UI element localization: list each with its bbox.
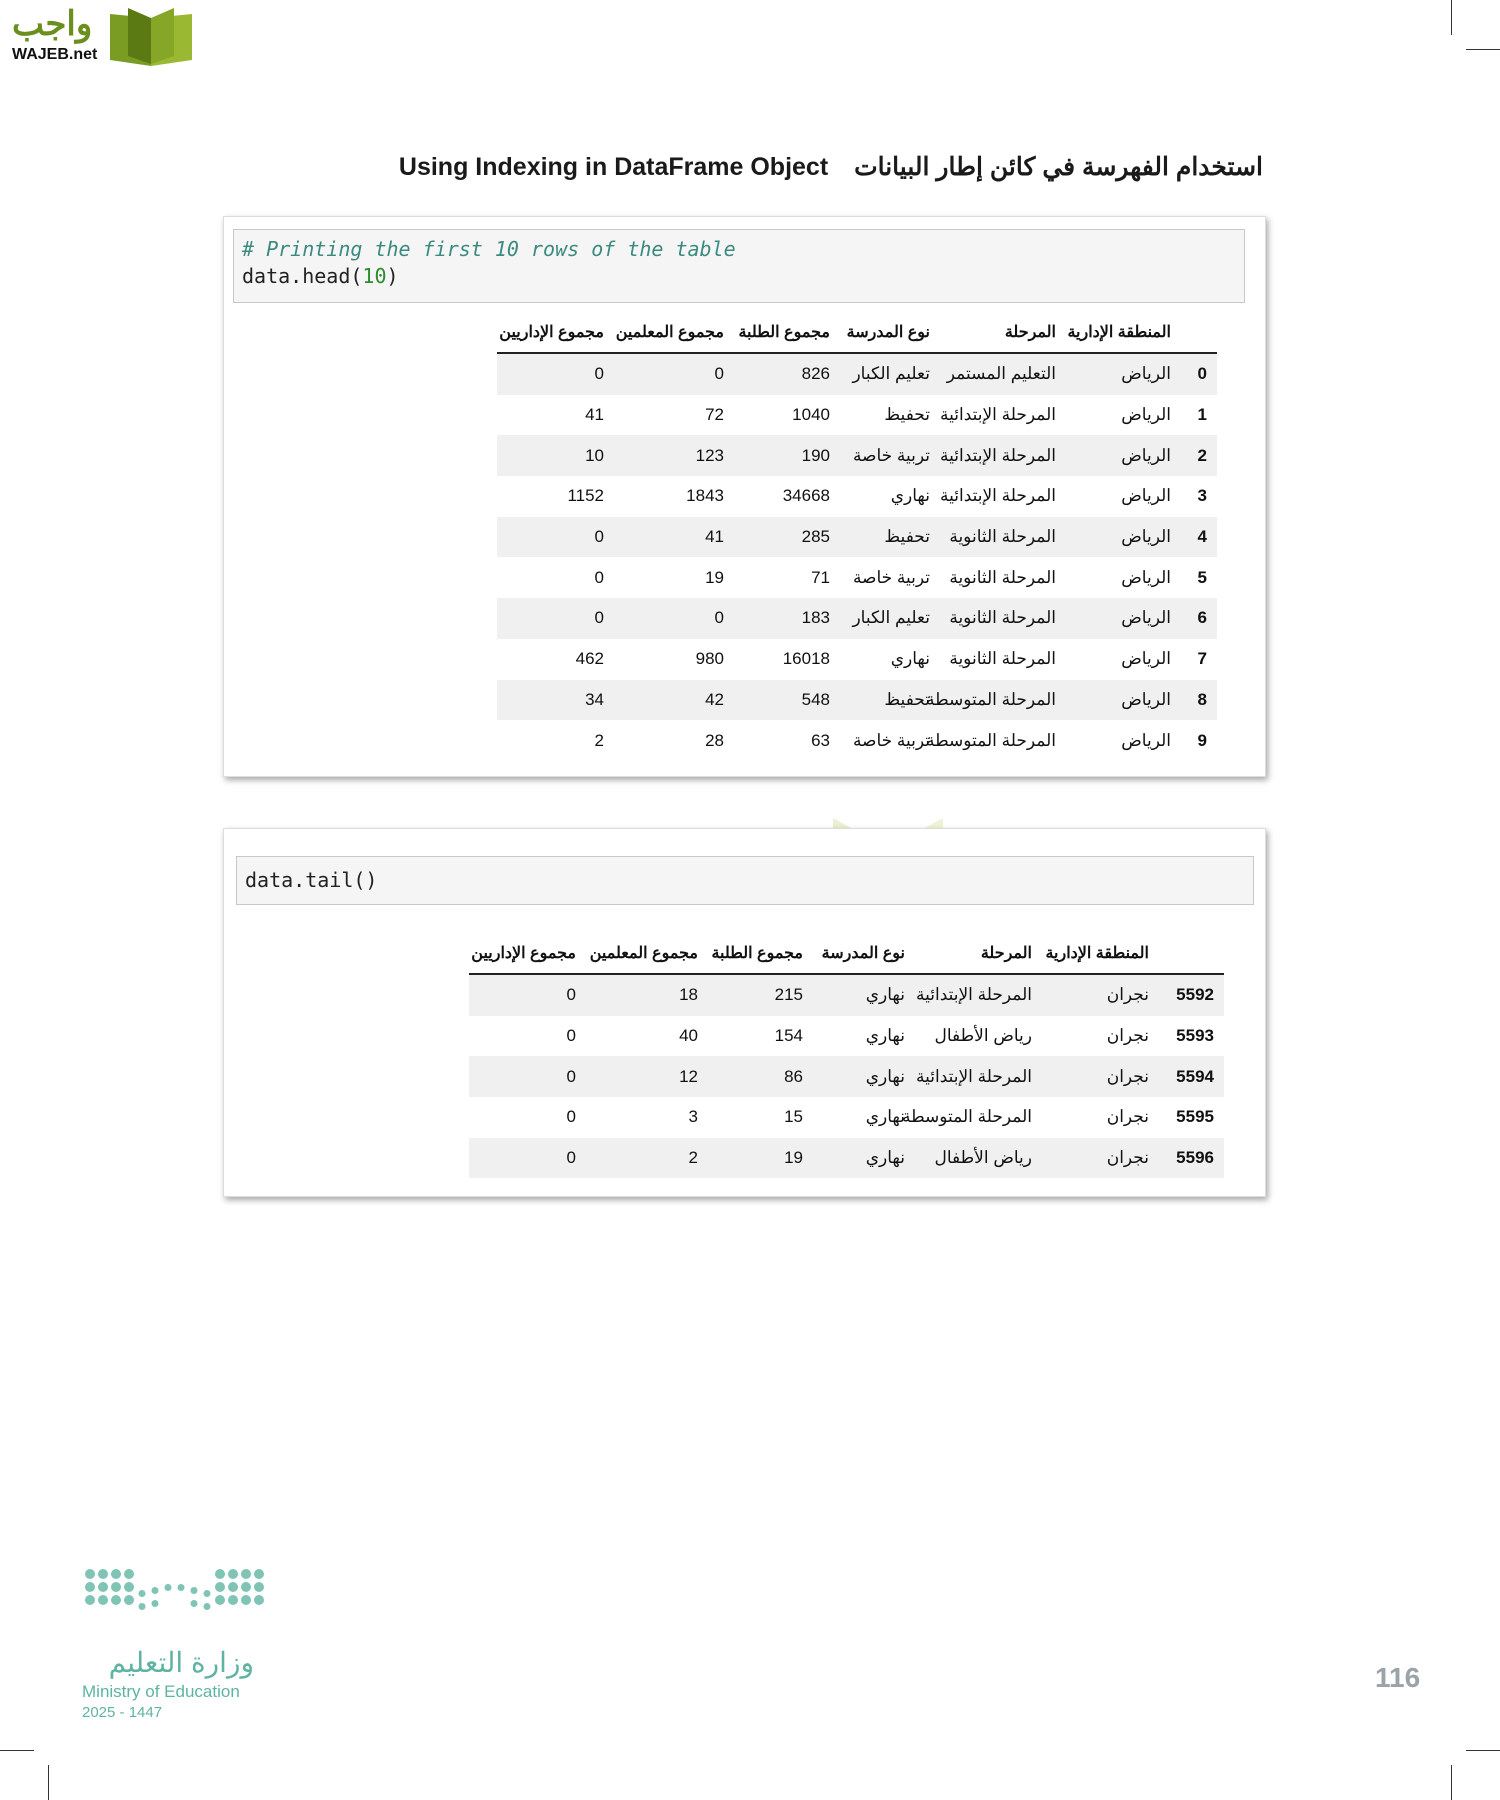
table-cell: الرياض [1062,353,1177,395]
table-cell: المرحلة المتوسطة [901,1107,1032,1127]
table-cell: المرحلة الإبتدائية [936,435,1062,476]
logo-arabic: واجب [12,5,93,43]
table-cell: 980 [695,649,724,669]
table-cell: نهاري [809,1138,911,1179]
table-cell: 0 [610,598,730,639]
table-row [497,435,1217,476]
table-cell: نهاري [809,1056,911,1097]
row-index: 7 [1197,649,1207,669]
column-header: مجموع الإداريين [497,312,610,353]
table-cell: 12 [582,1056,704,1097]
table-cell: المرحلة الإبتدائية [911,974,1038,1016]
index-header [1177,312,1217,353]
table-cell: تحفيظ [884,405,930,425]
table-cell: نجران [1106,1107,1149,1127]
table-cell: 63 [811,730,830,750]
crop-mark [1451,1765,1452,1800]
column-header: نوع المدرسة [809,933,911,974]
table-cell: الرياض [1062,435,1177,476]
table-cell: المرحلة الثانوية [949,649,1056,669]
table-cell: الرياض [1062,517,1177,558]
table-cell: نهاري [890,486,930,506]
code-cell-head[interactable] [233,229,1245,303]
table-cell: 0 [469,1056,582,1097]
title-english: Using Indexing in DataFrame Object [398,153,829,181]
table-cell: التعليم المستمر [936,353,1062,395]
table-cell: 10 [497,435,610,476]
table-cell: 0 [497,517,610,558]
table-row [469,1056,1224,1097]
ministry-year: 2025 - 1447 [82,1704,163,1721]
table-cell: نجران [1106,1026,1149,1046]
table-row [497,395,1217,436]
table-cell: 826 [730,353,836,395]
table-cell: 0 [566,1107,576,1127]
row-index: 5596 [1155,1138,1224,1179]
book-icon [106,6,196,68]
table-cell: تربية خاصة [836,435,936,476]
table-cell: 183 [730,598,836,639]
row-index: 5 [1197,567,1207,587]
crop-mark [0,1750,34,1751]
table-cell: المرحلة الثانوية [936,517,1062,558]
column-header: مجموع الإداريين [469,933,582,974]
dataframe-head-table [497,312,1217,761]
row-index: 5595 [1176,1107,1214,1127]
row-index: 9 [1197,730,1207,750]
row-index: 6 [1177,598,1217,639]
table-cell: 154 [774,1026,803,1046]
table-cell: 3 [688,1107,698,1127]
table-cell: 0 [594,567,604,587]
table-cell: 41 [610,517,730,558]
table-cell: 28 [705,730,724,750]
column-header: المرحلة [936,312,1062,353]
table-cell: المرحلة الثانوية [936,598,1062,639]
code-cell-tail[interactable] [236,856,1254,905]
row-index: 2 [1177,435,1217,476]
table-row [469,974,1224,1016]
table-row [497,680,1217,721]
table-cell: 18 [582,974,704,1016]
crop-mark [48,1765,49,1800]
table-row [497,720,1217,761]
ministry-dots-icon [84,1564,269,1634]
table-cell: 548 [730,680,836,721]
code-line: data.tail() [245,868,378,892]
table-row [469,1097,1224,1138]
column-header: مجموع المعلمين [610,312,730,353]
table-cell: تعليم الكبار [836,598,936,639]
row-index: 4 [1177,517,1217,558]
table-header-row [497,312,1217,353]
column-header: المنطقة الإدارية [1038,933,1155,974]
dataframe-tail-table [469,933,1224,1178]
table-row [497,598,1217,639]
table-cell: المرحلة المتوسطة [925,730,1056,750]
table-cell: نهاري [890,649,930,669]
row-index: 5594 [1155,1056,1224,1097]
table-cell: نهاري [809,974,911,1016]
table-row [497,353,1217,395]
table-cell: 215 [704,974,809,1016]
table-cell: المرحلة الإبتدائية [911,1056,1038,1097]
table-row [497,517,1217,558]
row-index: 3 [1197,486,1207,506]
title-arabic: استخدام الفهرسة في كائن إطار البيانات [854,153,1263,181]
table-cell: 19 [705,567,724,587]
table-cell: 0 [469,1138,582,1179]
table-cell: 2 [582,1138,704,1179]
table-cell: المرحلة الثانوية [949,567,1056,587]
table-cell: نجران [1038,974,1155,1016]
table-cell: تربية خاصة [852,567,930,587]
table-cell: 16018 [782,649,830,669]
table-cell: الرياض [1062,680,1177,721]
table-cell: الرياض [1062,598,1177,639]
table-cell: الرياض [1121,567,1171,587]
table-cell: تعليم الكبار [836,353,936,395]
table-cell: 41 [585,405,604,425]
crop-mark [1451,0,1452,35]
table-cell: 0 [566,1026,576,1046]
table-cell: الرياض [1121,649,1171,669]
column-header: نوع المدرسة [836,312,936,353]
table-cell: نهاري [865,1026,905,1046]
row-index: 5592 [1155,974,1224,1016]
table-cell: 2 [594,730,604,750]
table-cell: 1843 [686,486,724,506]
code-comment: # Printing the first 10 rows of the table [242,237,736,261]
table-cell: 462 [575,649,604,669]
table-row [497,476,1217,517]
row-index: 8 [1177,680,1217,721]
table-cell: 190 [730,435,836,476]
table-cell: 19 [704,1138,809,1179]
table-cell: الرياض [1121,730,1171,750]
table-cell: 34 [497,680,610,721]
table-cell: 0 [497,598,610,639]
table-cell: 1152 [567,486,604,506]
column-header: مجموع الطلبة [730,312,836,353]
table-cell: نجران [1038,1138,1155,1179]
logo-latin: WAJEB.net [12,46,98,63]
table-cell: 15 [784,1107,803,1127]
table-cell: 86 [704,1056,809,1097]
column-header: مجموع الطلبة [704,933,809,974]
row-index: 1 [1197,405,1207,425]
code-line: data.head(10) [242,264,399,288]
table-cell: المرحلة المتوسطة [936,680,1062,721]
table-cell: نهاري [865,1107,905,1127]
crop-mark [1466,1750,1500,1751]
table-cell: 71 [811,567,830,587]
row-index: 5593 [1176,1026,1214,1046]
section-title [380,152,1263,182]
table-cell: 72 [705,405,724,425]
table-cell: المرحلة الإبتدائية [940,486,1056,506]
table-cell: 123 [610,435,730,476]
table-cell: 40 [679,1026,698,1046]
table-cell: 285 [730,517,836,558]
index-header [1155,933,1224,974]
crop-mark [1466,49,1500,50]
table-row [469,1138,1224,1179]
table-cell: تحفيظ [836,680,936,721]
column-header: المنطقة الإدارية [1062,312,1177,353]
ministry-arabic: وزارة التعليم [108,1647,254,1678]
table-cell: الرياض [1121,486,1171,506]
table-cell: نجران [1038,1056,1155,1097]
wajeb-logo [8,4,193,68]
table-row [497,639,1217,680]
table-cell: رياض الأطفال [911,1138,1038,1179]
table-cell: 1040 [792,405,830,425]
row-index: 0 [1177,353,1217,395]
ministry-logo [80,1560,270,1730]
table-cell: المرحلة الإبتدائية [940,405,1056,425]
column-header: المرحلة [911,933,1038,974]
table-row [469,1016,1224,1057]
table-cell: الرياض [1121,405,1171,425]
table-cell: 0 [610,353,730,395]
table-cell: 42 [610,680,730,721]
column-header: مجموع المعلمين [582,933,704,974]
table-cell: تحفيظ [836,517,936,558]
page-number: 116 [1375,1662,1421,1693]
table-cell: تربية خاصة [852,730,930,750]
table-header-row [469,933,1224,974]
table-row [497,557,1217,598]
table-cell: رياض الأطفال [934,1026,1032,1046]
table-cell: 34668 [782,486,830,506]
table-cell: 0 [497,353,610,395]
ministry-english: Ministry of Education [82,1682,240,1701]
table-cell: 0 [469,974,582,1016]
